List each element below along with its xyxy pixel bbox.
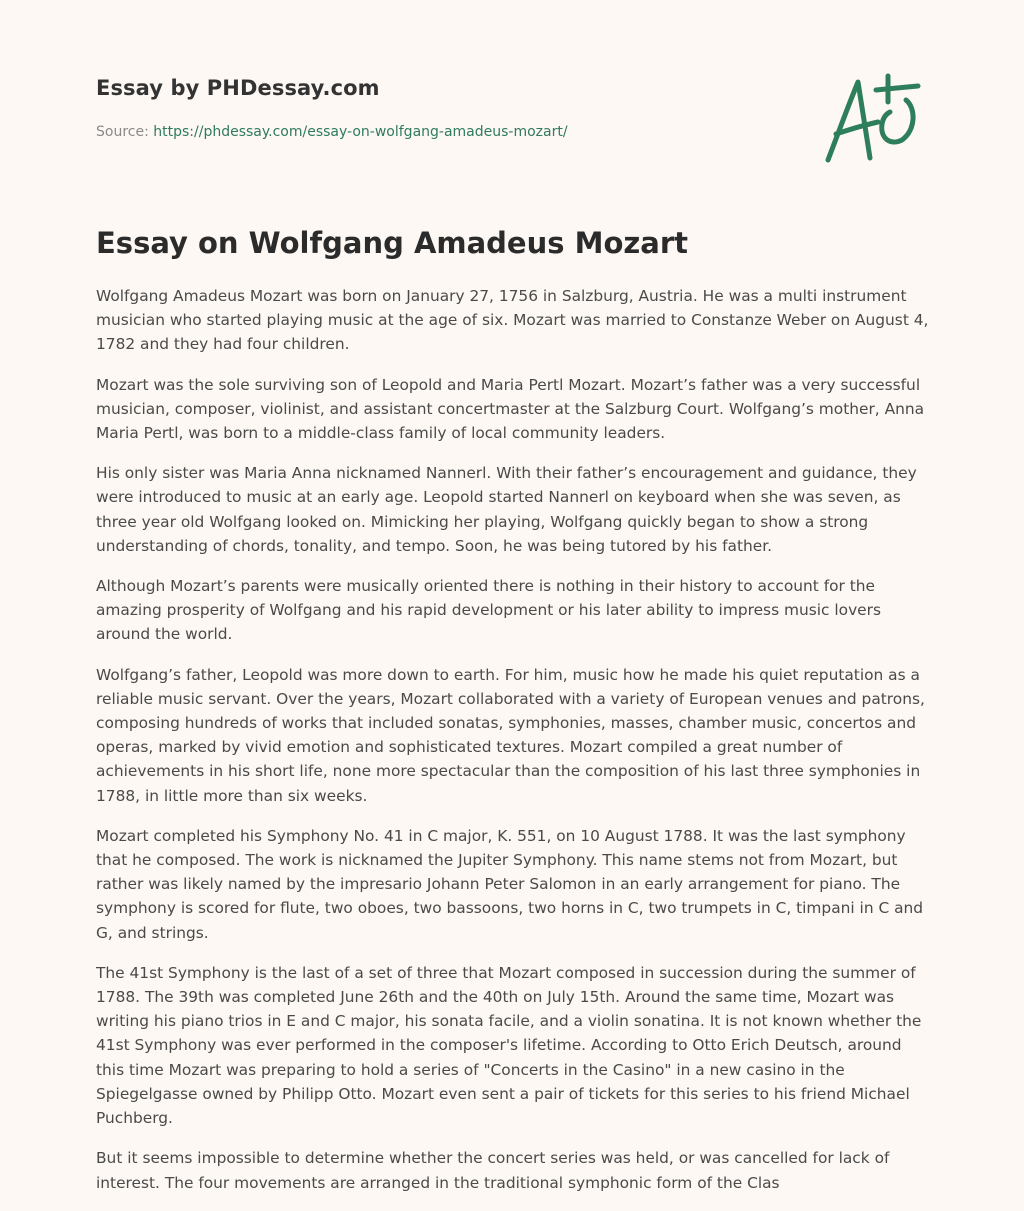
essay-paragraph: The 41st Symphony is the last of a set of three that Mozart composed in succession during the summer of 1788. The 39th was completed June 26th and the 40th on July 15th. Around the same time, Mozart was writing his piano trios in E and C major, his sonata facile, and a violin sonatina. It is not known whether the 41st Symphony was ever performed in the composer's lifetime. According to Otto Erich Deutsch, around this time Mozart was preparing to hold a series of "Concerts in the Casino" in a new casino in the Spiegelgasse owned by Philipp Otto. Mozart even sent a pair of tickets for this series to his friend Michael Puchberg. — [96, 963, 922, 1128]
essay-paragraph: Mozart completed his Symphony No. 41 in C major, K. 551, on 10 August 1788. It was the last symphony that he composed. The work is nicknamed the Jupiter Symphony. This name stems not from Mozart, but rather was likely named by the impresario Johann Peter Salomon in an early arrangement for piano. The symphony is scored for flute, two oboes, two bassoons, two horns in C, two trumpets in C, timpani in C and G, and strings. — [96, 826, 924, 942]
source-line — [96, 124, 568, 140]
site-brand: Essay by PHDessay.com — [96, 76, 380, 100]
essay-paragraph: Wolfgang’s father, Leopold was more down to earth. For him, music how he made his quiet reputation as a reliable music servant. Over the years, Mozart collaborated with a variety of European venues and patrons, composing hundreds of works that included sonatas, symphonies, masses, chamber music, concertos and operas, marked by vivid emotion and sophisticated textures. Mozart compiled a great number of achievements in his short life, none more spectacular than the composition of his last three symphonies in 1788, in little more than six weeks. — [96, 665, 925, 805]
essay-paragraph: But it seems impossible to determine whether the concert series was held, or was cancelled for lack of interest. The four movements are arranged in the traditional symphonic form of the Clas — [96, 1149, 890, 1192]
source-label: Source: — [96, 124, 149, 140]
essay-body — [96, 284, 932, 1211]
essay-title: Essay on Wolfgang Amadeus Mozart — [96, 226, 688, 260]
essay-paragraph: Wolfgang Amadeus Mozart was born on January 27, 1756 in Salzburg, Austria. He was a multi instrument musician who started playing music at the age of six. Mozart was married to Constanze Weber on August 4, 1782 and they had four children. — [96, 287, 929, 354]
essay-paragraph: Although Mozart’s parents were musically oriented there is nothing in their history to account for the amazing prosperity of Wolfgang and his rapid development or his later ability to impress music lovers around the world. — [96, 577, 881, 644]
a-plus-logo-icon — [812, 68, 930, 168]
source-link[interactable]: https://phdessay.com/essay-on-wolfgang-amadeus-mozart/ — [153, 124, 568, 140]
essay-paragraph: His only sister was Maria Anna nicknamed Nannerl. With their father’s encouragement and guidance, they were introduced to music at an early age. Leopold started Nannerl on keyboard when she was seven, as three year old Wolfgang looked on. Mimicking her playing, Wolfgang quickly began to show a strong understanding of chords, tonality, and tempo. Soon, he was being tutored by his father. — [96, 464, 917, 555]
essay-paragraph: Mozart was the sole surviving son of Leopold and Maria Pertl Mozart. Mozart’s father was a very successful musician, composer, violinist, and assistant concertmaster at the Salzburg Court. Wolfgang’s mother, Anna Maria Pertl, was born to a middle-class family of local community leaders. — [96, 375, 925, 443]
